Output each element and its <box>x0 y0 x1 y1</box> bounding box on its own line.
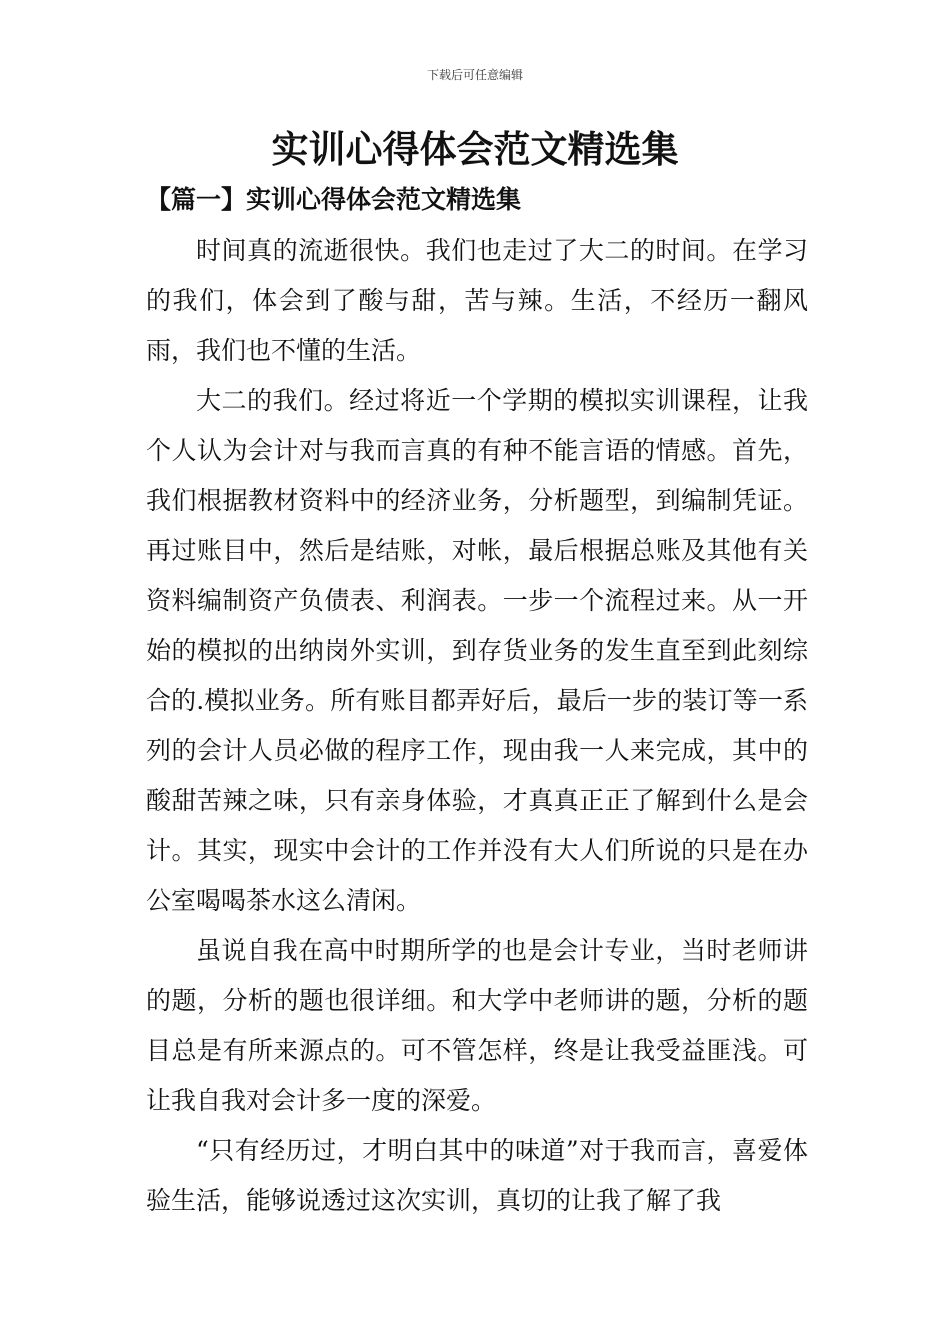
document-body <box>146 226 808 1226</box>
paragraph-1: 时间真的流逝很快。我们也走过了大二的时间。在学习的我们，体会到了酸与甜，苦与辣。生活，不经历一翻风雨，我们也不懂的生活。 <box>146 236 808 365</box>
section-heading: 【篇一】实训心得体会范文精选集 <box>146 185 522 214</box>
header-note: 下载后可任意编辑 <box>426 68 523 82</box>
paragraph-4: “只有经历过，才明白其中的味道”对于我而言，喜爱体验生活，能够说透过这次实训，真切的让我了解了我 <box>146 1136 808 1215</box>
paragraph-3: 虽说自我在高中时期所学的也是会计专业，当时老师讲的题，分析的题也很详细。和大学中老师讲的题，分析的题目总是有所来源点的。可不管怎样，终是让我受益匪浅。可让我自我对会计多一度的深爱。 <box>146 936 808 1115</box>
paragraph-2: 大二的我们。经过将近一个学期的模拟实训课程，让我个人认为会计对与我而言真的有种不能言语的情感。首先，我们根据教材资料中的经济业务，分析题型，到编制凭证。再过账目中，然后是结账，对帐，最后根据总账及其他有关资料编制资产负债表、利润表。一步一个流程过来。从一开始的模拟的出纳岗外实训，到存货业务的发生直至到此刻综合的.模拟业务。所有账目都弄好后，最后一步的装订等一系列的会计人员必做的程序工作，现由我一人来完成，其中的酸甜苦辣之味，只有亲身体验，才真真正正了解到什么是会计。其实，现实中会计的工作并没有大人们所说的只是在办公室喝喝茶水这么清闲。 <box>146 386 808 915</box>
document-title: 实训心得体会范文精选集 <box>271 127 679 171</box>
